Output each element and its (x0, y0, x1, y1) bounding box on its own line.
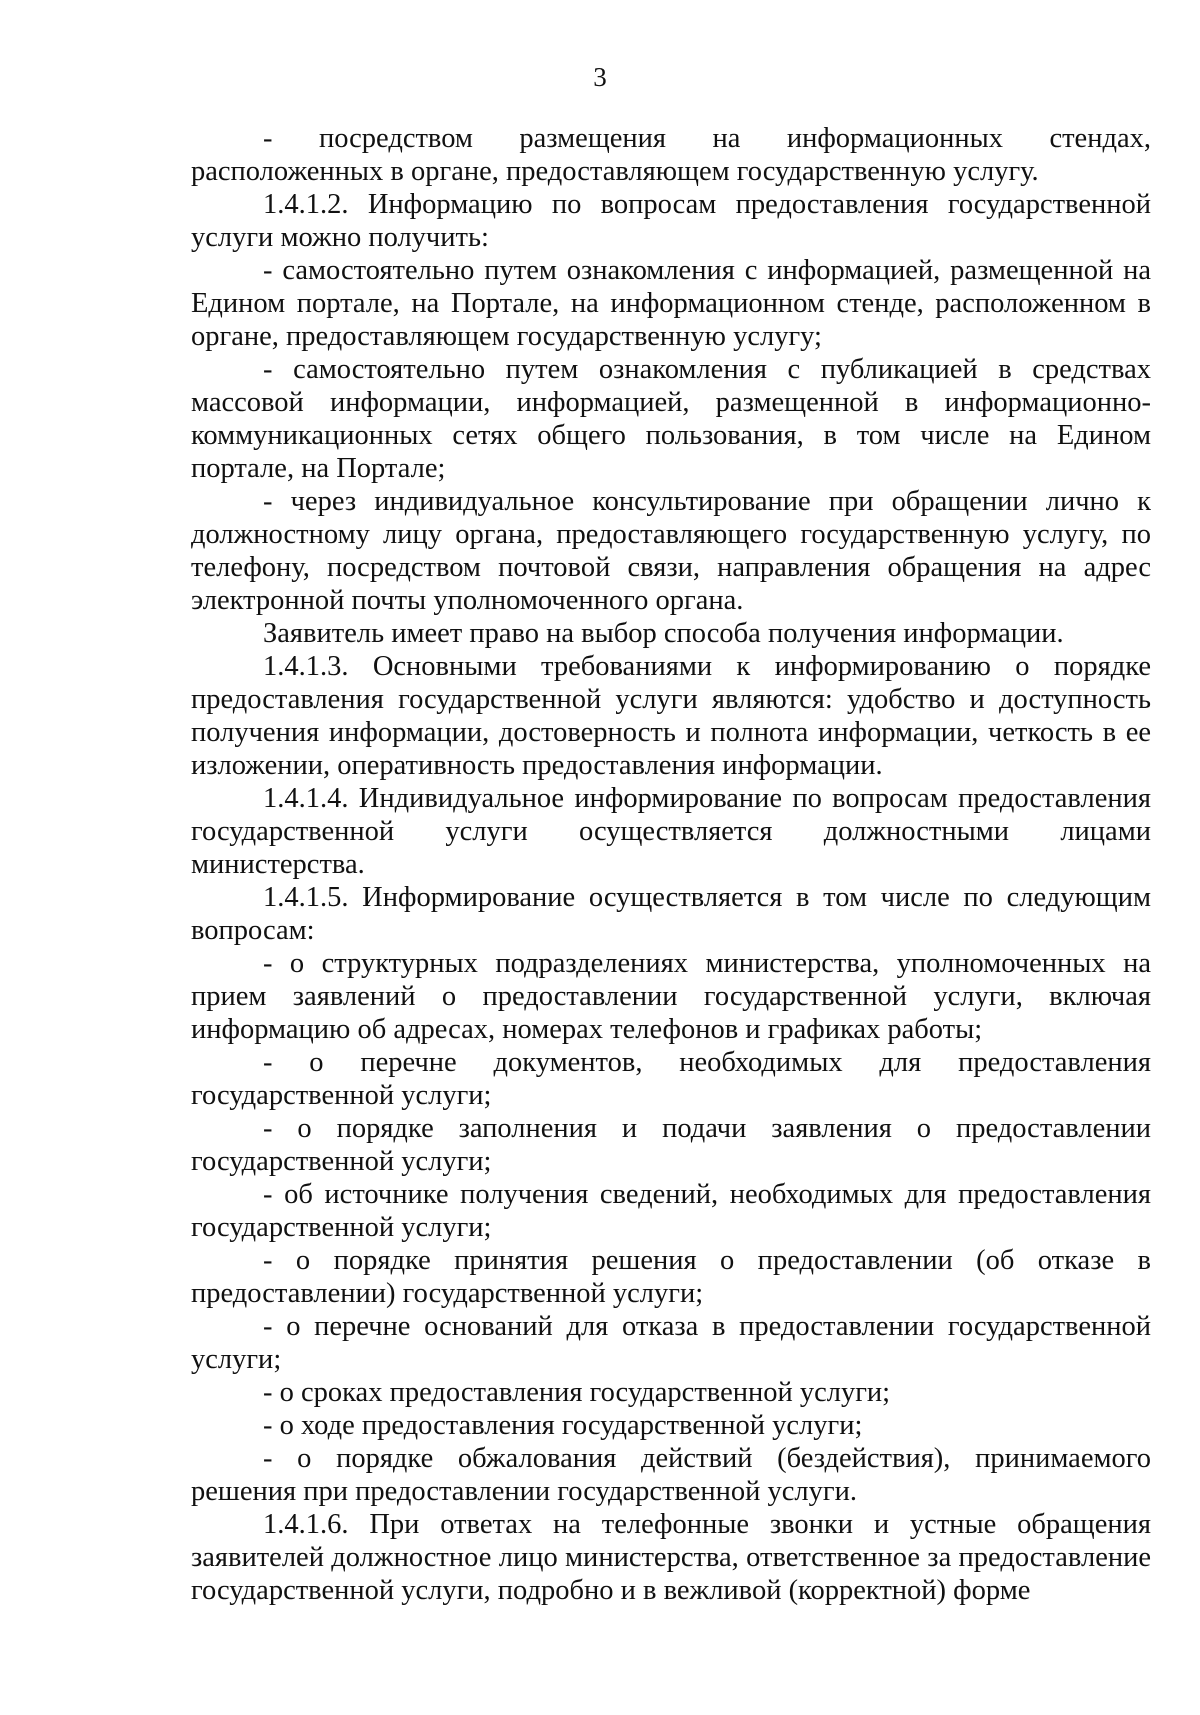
list-item-self-portal: - самостоятельно путем ознакомления с информацией, размещенной на Едином портале, на Портале, на информационном стенде, расположенном в органе, предоставляющем государственную услугу; (191, 255, 1151, 352)
page-number: 3 (593, 62, 607, 92)
list-item-information-source: - об источнике получения сведений, необходимых для предоставления государственной услуги; (191, 1179, 1151, 1243)
list-item-decision-procedure: - о порядке принятия решения о предоставлении (об отказе в предоставлении) государственной услуги; (191, 1245, 1151, 1309)
document-body (191, 122, 1151, 1607)
list-item-documents-list: - о перечне документов, необходимых для предоставления государственной услуги; (191, 1047, 1151, 1111)
paragraph-stands: - посредством размещения на информационных стендах, расположенных в органе, предоставляющем государственную услугу. (191, 123, 1151, 187)
list-item-self-media: - самостоятельно путем ознакомления с публикацией в средствах массовой информации, информацией, размещенной в информационно-коммуникационных сетях общего пользования, в том числе на Едином портале, на Портале; (191, 354, 1151, 484)
paragraph-1-4-1-2: 1.4.1.2. Информацию по вопросам предоставления государственной услуги можно получить: (191, 189, 1151, 253)
list-item-appeal-procedure: - о порядке обжалования действий (бездействия), принимаемого решения при предоставлении государственной услуги. (191, 1443, 1151, 1507)
list-item-service-progress: - о ходе предоставления государственной услуги; (263, 1410, 863, 1441)
paragraph-1-4-1-5: 1.4.1.5. Информирование осуществляется в том числе по следующим вопросам: (191, 882, 1151, 946)
paragraph-applicant-right: Заявитель имеет право на выбор способа получения информации. (263, 618, 1064, 649)
paragraph-1-4-1-3: 1.4.1.3. Основными требованиями к информированию о порядке предоставления государственной услуги являются: удобство и доступность получения информации, достоверность и полнота информации, четкость в ее изложении, оперативность предоставления информации. (191, 651, 1151, 781)
list-item-structural-units: - о структурных подразделениях министерства, уполномоченных на прием заявлений о предоставлении государственной услуги, включая информацию об адресах, номерах телефонов и графиках работы; (191, 948, 1151, 1045)
list-item-application-procedure: - о порядке заполнения и подачи заявления о предоставлении государственной услуги; (191, 1113, 1151, 1177)
list-item-refusal-grounds: - о перечне оснований для отказа в предоставлении государственной услуги; (191, 1311, 1151, 1375)
paragraph-1-4-1-6: 1.4.1.6. При ответах на телефонные звонки и устные обращения заявителей должностное лицо министерства, ответственное за предоставление государственной услуги, подробно и в вежливой (корректной) форме (191, 1509, 1151, 1606)
paragraph-1-4-1-4: 1.4.1.4. Индивидуальное информирование по вопросам предоставления государственной услуги осуществляется должностными лицами министерства. (191, 783, 1151, 880)
list-item-service-terms: - о сроках предоставления государственной услуги; (263, 1377, 891, 1408)
list-item-individual-consulting: - через индивидуальное консультирование при обращении лично к должностному лицу органа, предоставляющего государственную услугу, по телефону, посредством почтовой связи, направления обращения на адрес электронной почты уполномоченного органа. (191, 486, 1151, 616)
